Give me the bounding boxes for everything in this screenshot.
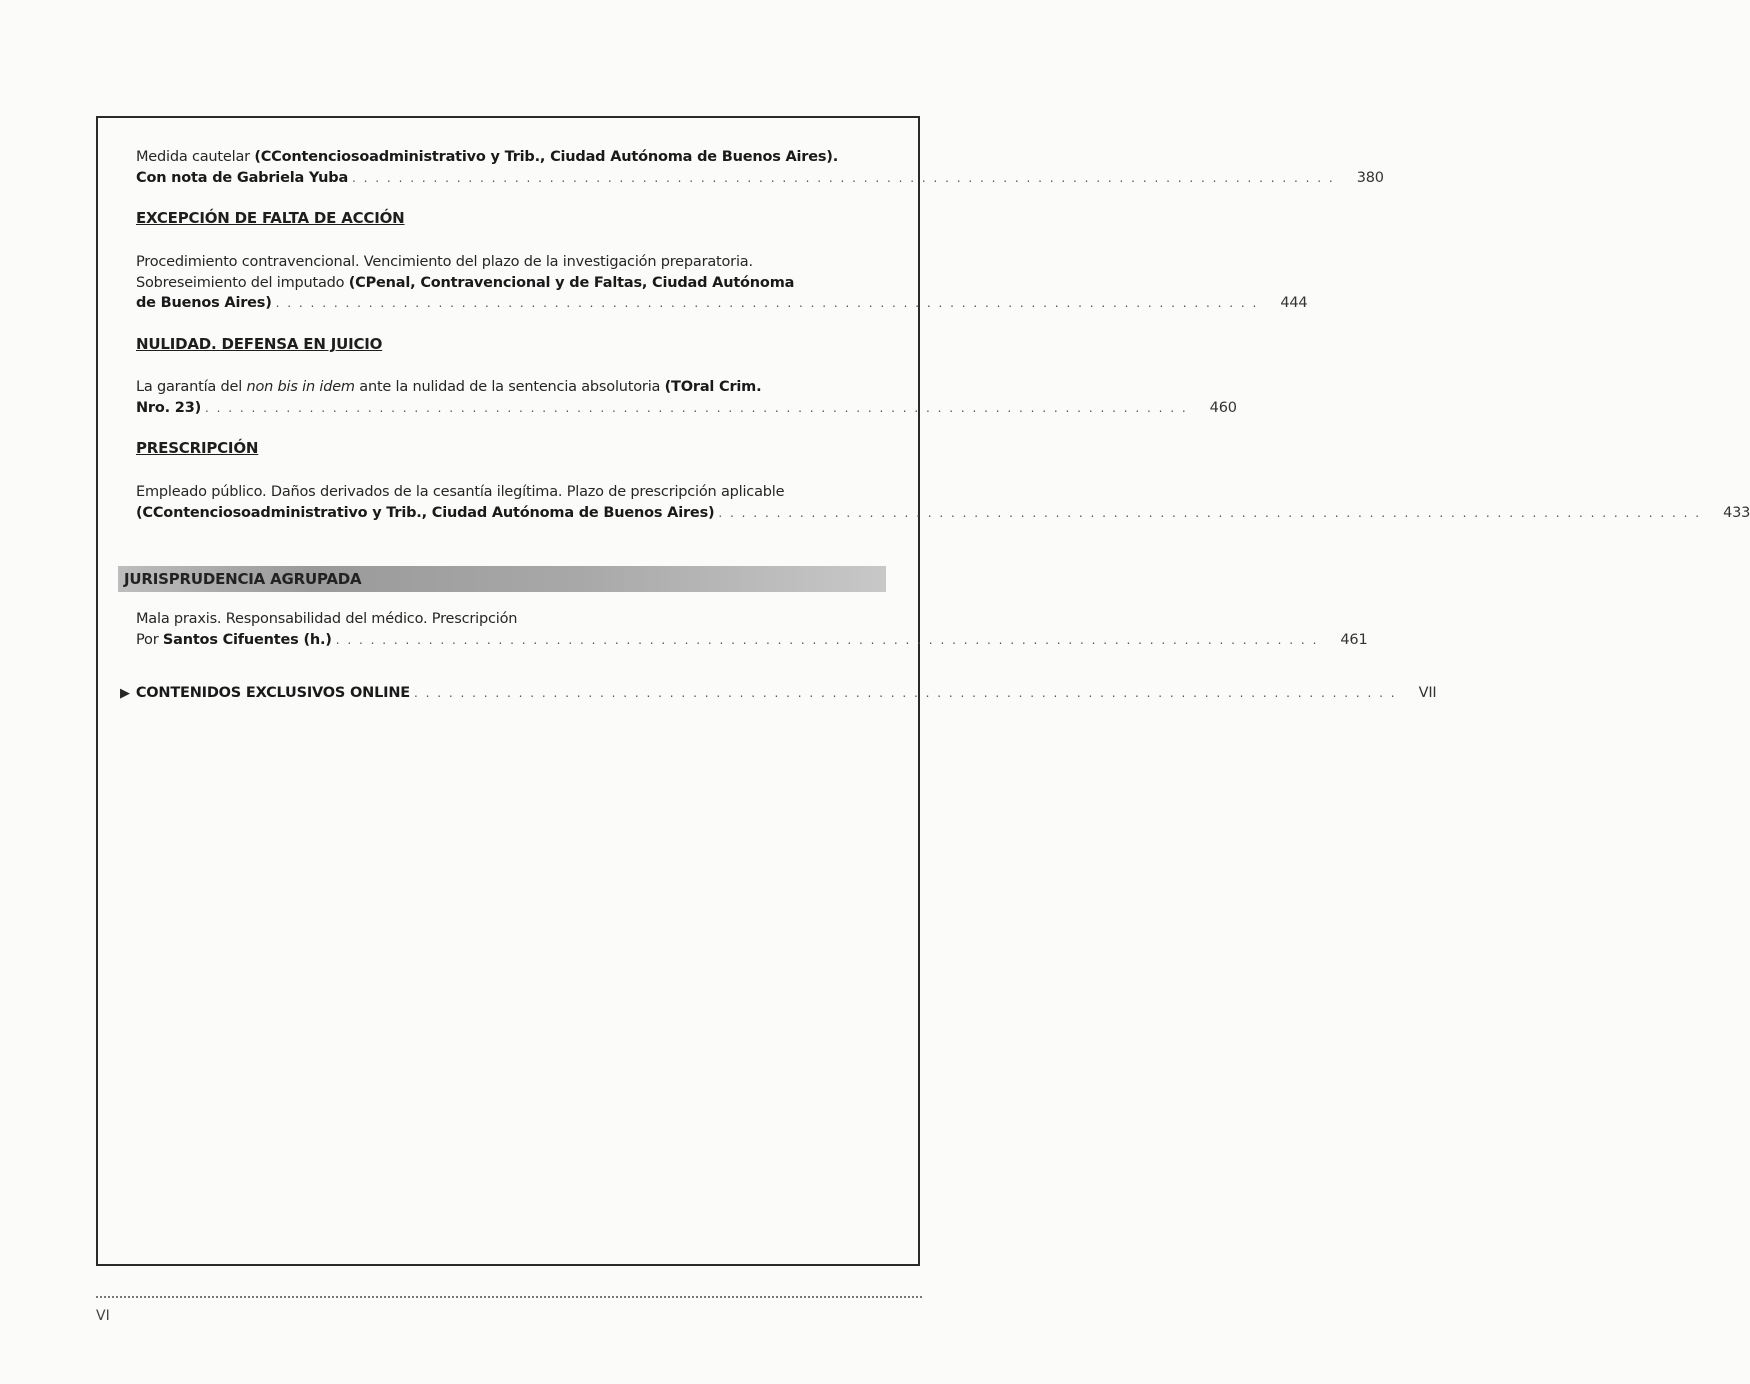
page-number: 461 <box>1340 631 1368 648</box>
entry-latin-term: non bis in idem <box>246 379 355 395</box>
entry-nulidad <box>136 377 1237 418</box>
page-number: 380 <box>1356 169 1384 186</box>
entry-text: Procedimiento contravencional. Vencimiento del plazo de la investigación preparatoria. <box>136 254 753 270</box>
leader-dots: . . . . . . . . . . . . . . . . . . . . . . . . . . . . . . . . . . . . . . . . . . . . . . . . . . . . . . . . . . . . . . . . . . . . . . . . . . . . . . . . . . . . . <box>205 400 1188 415</box>
section-excepcion <box>136 209 871 227</box>
entry-author: Santos Cifuentes (h.) <box>162 631 332 648</box>
entry-court: Nro. 23) <box>136 399 202 416</box>
triangle-right-icon: ▶ <box>120 686 130 701</box>
entry-note-author: Con nota de Gabriela Yuba <box>136 169 349 186</box>
page-number: VII <box>1418 685 1437 701</box>
section-prescripcion <box>136 439 871 457</box>
entry-text: Sobreseimiento del imputado <box>136 274 349 291</box>
entry-text: Medida cautelar <box>136 149 255 165</box>
entry-text: Por <box>136 631 163 648</box>
entry-excepcion <box>136 252 1308 314</box>
entry-online <box>120 683 1437 705</box>
entry-court: (CContenciosoadministrativo y Trib., Ciudad Autónoma de Buenos Aires). <box>254 149 839 165</box>
band-heading: JURISPRUDENCIA AGRUPADA <box>124 570 362 588</box>
entry-jurisprudencia <box>136 609 1368 650</box>
entry-medida-cautelar <box>136 147 1384 188</box>
entry-court: (CPenal, Contravencional y de Faltas, Ciudad Autónoma <box>348 274 795 291</box>
entry-text: Mala praxis. Responsabilidad del médico. Prescripción <box>136 611 518 627</box>
leader-dots: . . . . . . . . . . . . . . . . . . . . . . . . . . . . . . . . . . . . . . . . . . . . . . . . . . . . . . . . . . . . . . . . . . . . . . . . . . . . . . . . . . . . . <box>718 505 1702 520</box>
leader-dots: . . . . . . . . . . . . . . . . . . . . . . . . . . . . . . . . . . . . . . . . . . . . . . . . . . . . . . . . . . . . . . . . . . . . . . . . . . . . . . . . . . . . . <box>413 686 1397 700</box>
leader-dots: . . . . . . . . . . . . . . . . . . . . . . . . . . . . . . . . . . . . . . . . . . . . . . . . . . . . . . . . . . . . . . . . . . . . . . . . . . . . . . . . . . . . . <box>352 170 1335 185</box>
entry-text: La garantía del <box>136 379 247 395</box>
footer-rule <box>96 1296 922 1298</box>
page-number: 444 <box>1280 295 1308 311</box>
entry-prescripcion <box>136 482 1750 523</box>
entry-text: ante la nulidad de la sentencia absolutoria <box>354 379 665 395</box>
section-heading: EXCEPCIÓN DE FALTA DE ACCIÓN <box>136 209 405 227</box>
leader-dots: . . . . . . . . . . . . . . . . . . . . . . . . . . . . . . . . . . . . . . . . . . . . . . . . . . . . . . . . . . . . . . . . . . . . . . . . . . . . . . . . . . . . . <box>275 296 1259 310</box>
page-number: 460 <box>1209 399 1237 416</box>
section-nulidad <box>136 335 871 353</box>
entry-court: (TOral Crim. <box>664 379 762 395</box>
entry-court: de Buenos Aires) <box>136 295 272 311</box>
entry-court: (CContenciosoadministrativo y Trib., Ciudad Autónoma de Buenos Aires) <box>136 504 715 521</box>
section-heading: PRESCRIPCIÓN <box>136 439 259 457</box>
page-number: 433 <box>1723 504 1750 521</box>
page-folio: VI <box>96 1308 110 1324</box>
entry-text: Empleado público. Daños derivados de la cesantía ilegítima. Plazo de prescripción aplicable <box>136 484 785 500</box>
section-heading: NULIDAD. DEFENSA EN JUICIO <box>136 335 383 353</box>
leader-dots: . . . . . . . . . . . . . . . . . . . . . . . . . . . . . . . . . . . . . . . . . . . . . . . . . . . . . . . . . . . . . . . . . . . . . . . . . . . . . . . . . . . . . <box>335 632 1319 647</box>
online-label: CONTENIDOS EXCLUSIVOS ONLINE <box>135 685 410 701</box>
